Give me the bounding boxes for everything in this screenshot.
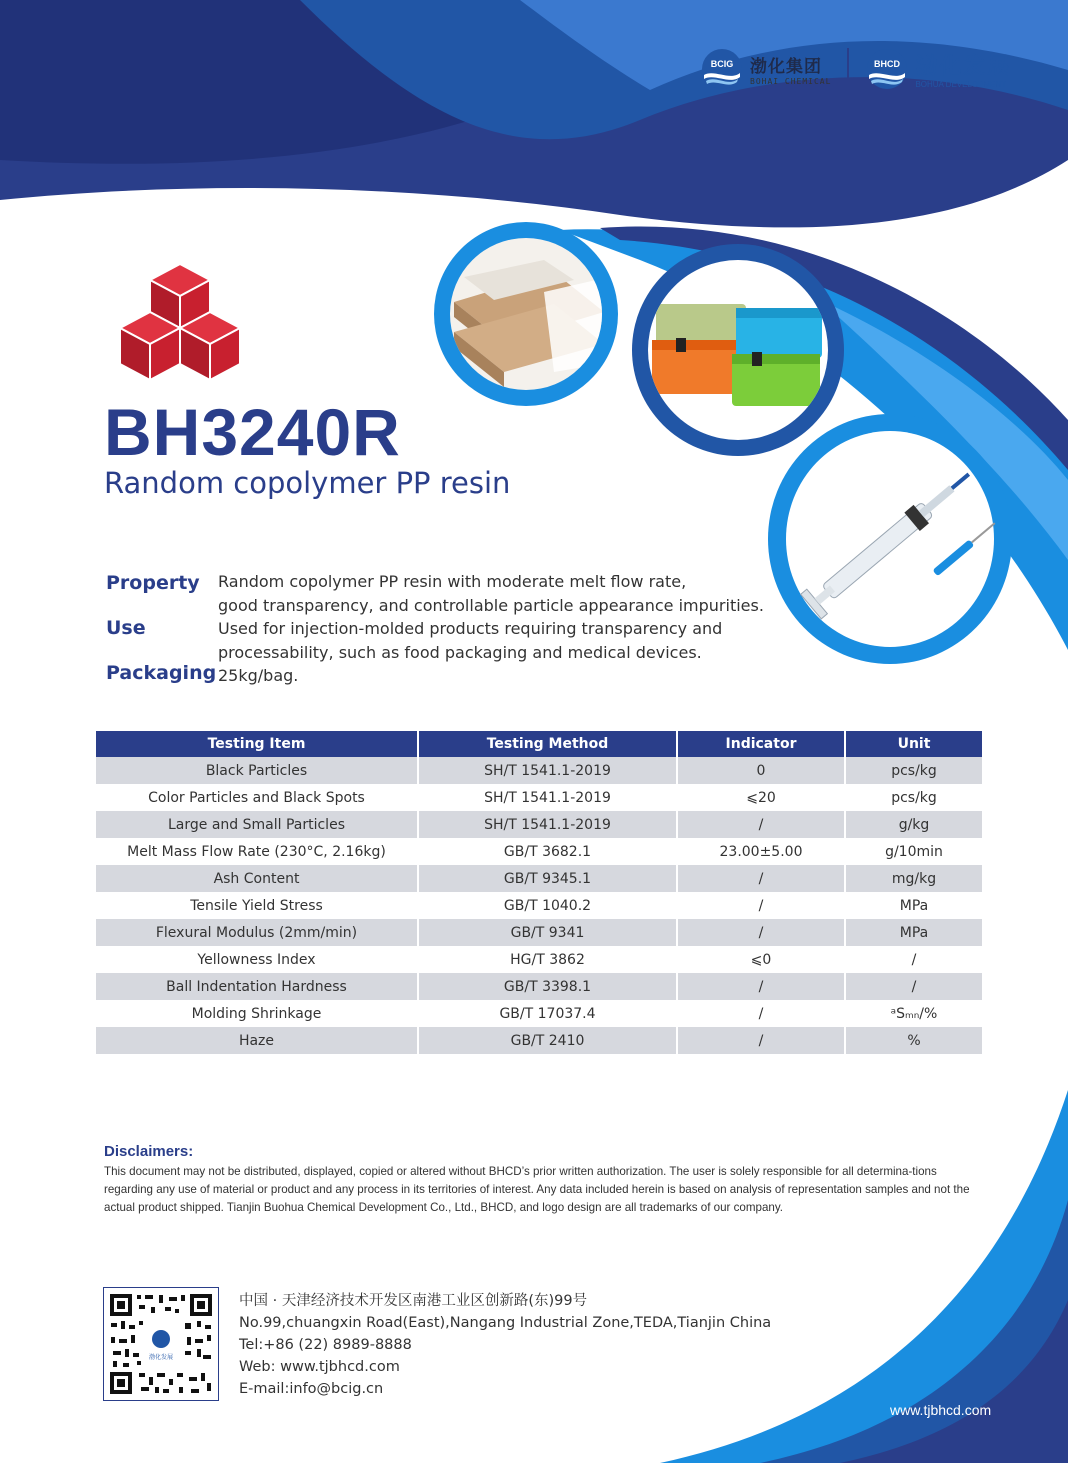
cell-method: SH/T 1541.1-2019 — [419, 811, 678, 838]
table-row — [96, 865, 982, 892]
table-row — [96, 757, 982, 784]
header-testing-item: Testing Item — [96, 731, 419, 757]
disclaimer-title: Disclaimers: — [104, 1143, 194, 1160]
cell-method: HG/T 3862 — [419, 946, 678, 973]
bhcd-logo — [865, 47, 1011, 91]
cell-indicator: / — [678, 865, 846, 892]
product-code: BH3240R — [104, 395, 401, 469]
header-testing-method: Testing Method — [419, 731, 678, 757]
spec-table — [96, 731, 982, 1054]
property-text — [218, 570, 764, 617]
header-indicator: Indicator — [678, 731, 846, 757]
cell-item: Color Particles and Black Spots — [96, 784, 419, 811]
qr-center-label: 渤化发展 — [148, 1354, 174, 1361]
cell-item: Ball Indentation Hardness — [96, 973, 419, 1000]
bcig-name-cn: 渤化集团 — [750, 57, 822, 77]
cell-unit: MPa — [846, 919, 982, 946]
cell-method: GB/T 9341 — [419, 919, 678, 946]
cell-item: Tensile Yield Stress — [96, 892, 419, 919]
packaging-label: Packaging — [106, 662, 217, 684]
bhcd-name-cn: 渤化发展 — [915, 53, 1012, 79]
use-line: Used for injection-molded products requiring transparency and — [218, 619, 723, 638]
bcig-logo — [700, 47, 831, 91]
red-cubes-icon — [118, 262, 242, 384]
use-text — [218, 617, 722, 664]
cell-item: Haze — [96, 1027, 419, 1054]
cell-item: Ash Content — [96, 865, 419, 892]
table-row — [96, 784, 982, 811]
property-line: Random copolymer PP resin with moderate melt flow rate, — [218, 572, 687, 591]
cell-indicator: 0 — [678, 757, 846, 784]
cell-method: GB/T 2410 — [419, 1027, 678, 1054]
packaging-text — [218, 664, 298, 688]
food-containers-photo — [434, 222, 618, 406]
cell-item: Molding Shrinkage — [96, 1000, 419, 1027]
table-row — [96, 892, 982, 919]
bhcd-globe-icon — [865, 47, 909, 91]
table-row — [96, 973, 982, 1000]
table-row — [96, 919, 982, 946]
use-line: processability, such as food packaging and medical devices. — [218, 642, 702, 662]
bhcd-badge: BHCD — [874, 59, 901, 69]
cell-unit: / — [846, 973, 982, 1000]
cell-indicator: / — [678, 1000, 846, 1027]
cell-unit: g/kg — [846, 811, 982, 838]
cell-unit: MPa — [899, 897, 929, 914]
cell-unit: % — [846, 1027, 982, 1054]
cell-indicator: / — [678, 919, 846, 946]
cell-item: Large and Small Particles — [96, 811, 419, 838]
cell-item: Flexural Modulus (2mm/min) — [96, 919, 419, 946]
contact-block — [239, 1290, 771, 1400]
cell-unit: pcs/kg — [846, 757, 982, 784]
cell-method: SH/T 1541.1-2019 — [419, 757, 678, 784]
bcig-name-en: BOHAI CHEMICAL — [750, 77, 832, 86]
table-header-row — [96, 731, 982, 757]
use-label: Use — [106, 617, 146, 639]
cell-indicator: ⩽20 — [678, 784, 846, 811]
cell-method: SH/T 1541.1-2019 — [419, 784, 678, 811]
bhcd-name-en: BOHUA DEVELOPMENT — [915, 80, 1007, 89]
table-row — [96, 838, 982, 865]
bcig-globe-icon — [700, 47, 744, 91]
website-text[interactable]: Web: www.tjbhcd.com — [239, 1359, 400, 1375]
cell-item: Black Particles — [96, 757, 419, 784]
cell-item: Yellowness Index — [96, 946, 419, 973]
table-row — [96, 946, 982, 973]
property-label: Property — [106, 572, 200, 594]
cell-unit: g/10min — [885, 843, 943, 860]
cell-indicator: / — [678, 973, 846, 1000]
cell-method: GB/T 1040.2 — [419, 892, 678, 919]
cell-unit: pcs/kg — [891, 789, 937, 806]
cell-indicator: ⩽0 — [678, 946, 846, 973]
cell-method: GB/T 3682.1 — [419, 838, 678, 865]
logo-divider — [847, 48, 849, 90]
product-name: Random copolymer PP resin — [104, 466, 511, 500]
footer-website-link[interactable]: www.tjbhcd.com — [890, 1402, 992, 1418]
property-line: good transparency, and controllable particle appearance impurities. — [218, 595, 764, 615]
cell-indicator: / — [678, 892, 846, 919]
qr-code — [103, 1287, 219, 1401]
syringe-photo — [768, 414, 1012, 664]
address-cn: 中国 · 天津经济技术开发区南港工业区创新路(东)99号 — [239, 1293, 588, 1309]
table-row — [96, 1027, 982, 1054]
cell-method: GB/T 9345.1 — [419, 865, 678, 892]
bcig-badge: BCIG — [710, 59, 734, 69]
disclaimer-text: This document may not be distributed, displayed, copied or altered without BHCD’s prior written authorization. The user is solely responsible for all determina-tions regarding any use of material or product and any process in its territories of interest. Any data included herein is based on analysis of representation samples and not the actual product shipped. Tianjin Buohua Chemical Development Co., Ltd., BHCD, and logo design are all trademarks of our company. — [104, 1165, 970, 1214]
address-en: No.99,chuangxin Road(East),Nangang Industrial Zone,TEDA,Tianjin China — [239, 1315, 772, 1331]
email-text[interactable]: E-mail:info@bcig.cn — [239, 1381, 384, 1397]
table-row — [96, 811, 982, 838]
brand-logos — [700, 44, 1011, 94]
table-row — [96, 1000, 982, 1027]
cell-item: Melt Mass Flow Rate (230°C, 2.16kg) — [96, 838, 419, 865]
cell-unit: mg/kg — [846, 865, 982, 892]
cell-indicator: / — [678, 1027, 846, 1054]
cell-indicator: 23.00±5.00 — [678, 838, 846, 865]
cell-indicator: / — [678, 811, 846, 838]
cell-unit: / — [911, 951, 917, 968]
cell-method: GB/T 3398.1 — [419, 973, 678, 1000]
header-unit: Unit — [846, 731, 982, 757]
cell-method: GB/T 17037.4 — [419, 1000, 678, 1027]
packaging-line: 25kg/bag. — [218, 666, 299, 685]
telephone: Tel:+86 (22) 8989-8888 — [239, 1337, 412, 1353]
cell-unit: ᵃSₘₙ/% — [890, 1005, 938, 1022]
